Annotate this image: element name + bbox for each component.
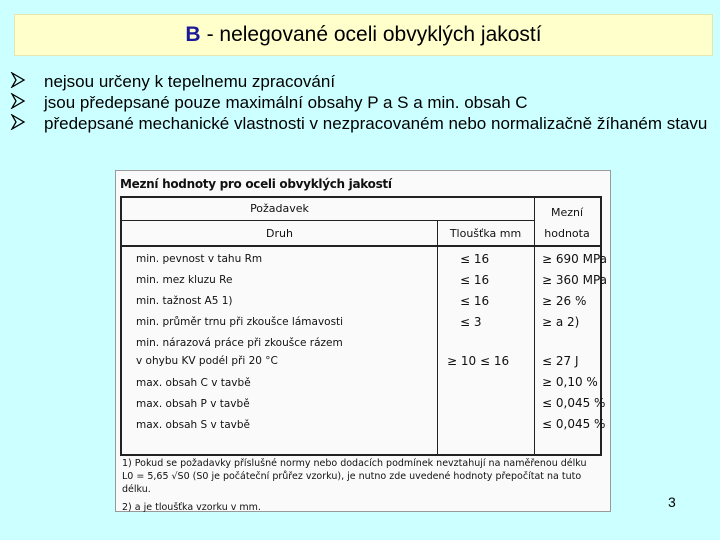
bullet-text: jsou předepsané pouze maximální obsahy P a S a min. obsah C [44, 93, 528, 112]
header-pozadavek: Požadavek [250, 202, 309, 215]
row-tloustka: ≤ 16 [460, 273, 490, 287]
row-druh: min. mez kluzu Re [136, 274, 233, 286]
row-hodnota: ≥ 0,10 % [542, 375, 598, 389]
footnote-2: 2) a je tloušťka vzorku v mm. [122, 502, 261, 513]
row-tloustka: ≤ 16 [460, 252, 490, 266]
table-divider [122, 220, 534, 221]
row-druh: min. nárazová práce při zkoušce rázem [136, 337, 343, 349]
bullet-item [10, 92, 710, 113]
row-hodnota: ≤ 0,045 % [542, 417, 606, 431]
row-druh: max. obsah S v tavbě [136, 419, 250, 431]
bullet-item [10, 113, 710, 134]
arrow-bullet-icon [10, 114, 26, 130]
arrow-bullet-icon [10, 72, 26, 88]
arrow-bullet-icon [10, 93, 26, 109]
footnote-1: 1) Pokud se požadavky příslušné normy nebo dodacích podmínek nevztahují na naměřenou délku L0 = 5,65 √S0 (S0 je počáteční průřez vzorku), je nutno zde uvedené hodnoty přepočítat na tuto délku. [122, 458, 587, 495]
row-hodnota: ≥ 26 % [542, 294, 587, 308]
row-hodnota: ≥ 360 MPa [542, 273, 607, 287]
slide-title [14, 14, 713, 56]
row-hodnota: ≤ 27 J [542, 354, 579, 368]
header-mezni: Mezní [550, 206, 584, 219]
bullet-list [10, 71, 710, 134]
limits-table [120, 196, 607, 456]
bullet-item [10, 71, 710, 92]
table-divider [122, 245, 600, 247]
row-hodnota: ≥ a 2) [542, 315, 580, 329]
row-druh: v ohybu KV podél při 20 °C [136, 355, 278, 367]
row-tloustka: ≤ 16 [460, 294, 490, 308]
row-druh: max. obsah C v tavbě [136, 377, 251, 389]
bullet-text: nejsou určeny k tepelnemu zpracování [44, 72, 336, 91]
header-druh: Druh [266, 227, 293, 240]
title-text: - nelegované oceli obvyklých jakostí [206, 23, 542, 46]
row-druh: max. obsah P v tavbě [136, 398, 250, 410]
row-druh: min. tažnost A5 1) [136, 295, 233, 307]
header-tloustka: Tloušťka mm [449, 227, 522, 240]
title-letter: B [185, 23, 201, 46]
table-divider [437, 220, 438, 454]
row-hodnota: ≥ 690 MPa [542, 252, 607, 266]
scanned-table-image [115, 170, 611, 512]
row-tloustka: ≥ 10 ≤ 16 [447, 354, 510, 368]
row-druh: min. průměr trnu při zkoušce lámavosti [136, 316, 344, 328]
table-title: Mezní hodnoty pro oceli obvyklých jakostí [120, 177, 392, 191]
bullet-text: předepsané mechanické vlastnosti v nezpracovaném nebo normalizačně žíhaném stavu [44, 114, 708, 133]
row-tloustka: ≤ 3 [460, 315, 482, 329]
table-footnotes [122, 457, 600, 519]
header-hodnota: hodnota [544, 227, 590, 240]
page-number: 3 [668, 494, 676, 510]
row-druh: min. pevnost v tahu Rm [136, 253, 263, 265]
row-hodnota: ≤ 0,045 % [542, 396, 606, 410]
